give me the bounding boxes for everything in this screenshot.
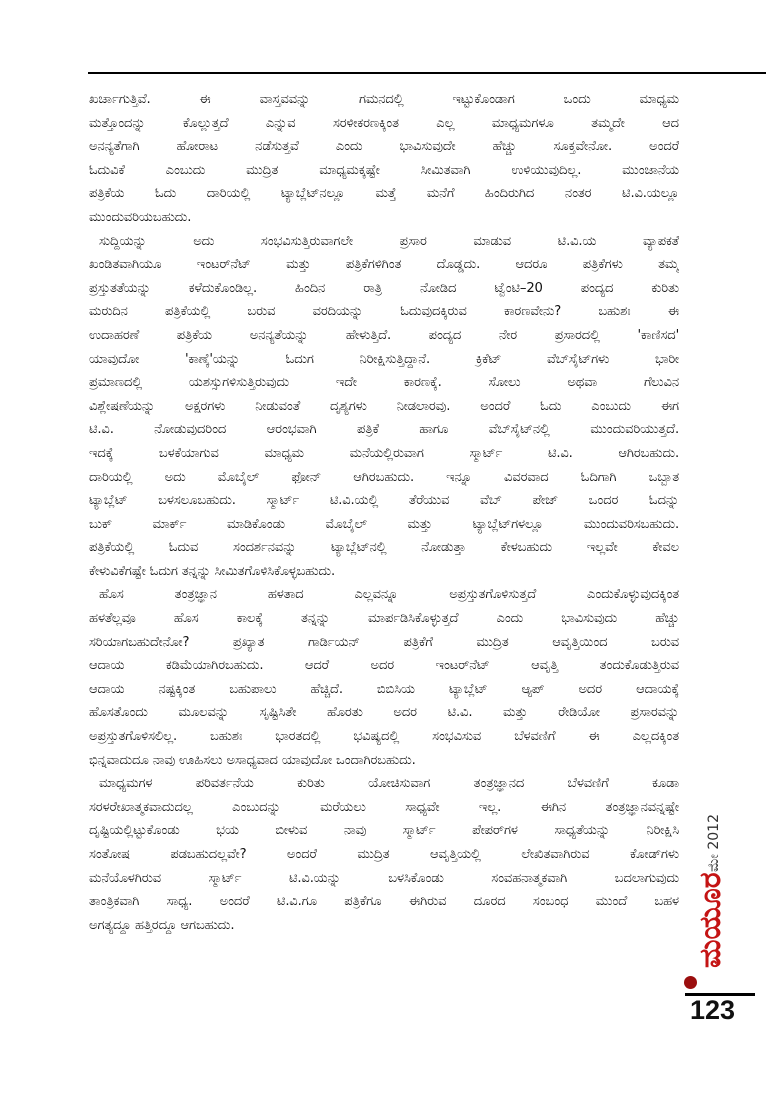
text-line: ಅಪ್ರಸ್ತುತಗೊಳಿಸಲಿಲ್ಲ. ಬಹುಶಃ ಭಾರತದಲ್ಲಿ ಭವಿಷ್ಯದಲ್ಲಿ ಸಂಭವಿಸುವ ಬೆಳವಣಿಗೆ ಈ ಎಲ್ಲದಕ್ಕಿಂತ [89, 729, 679, 745]
text-line: ಮಾಧ್ಯಮಗಳ ಪರಿವರ್ತನೆಯ ಕುರಿತು ಯೋಚಿಸುವಾಗ ತಂತ್ರಜ್ಞಾನದ ಬೆಳವಣಿಗೆ ಕೂಡಾ [99, 776, 679, 792]
paragraph [89, 583, 679, 772]
article-body [89, 88, 679, 937]
text-line: ಮನೆಯೊಳಗಿರುವ ಸ್ಮಾರ್ಟ್ ಟಿ.ವಿ.ಯನ್ನು ಬಳಸಿಕೊಂಡು ಸಂವಹನಾತ್ಮಕವಾಗಿ ಬದಲಾಗುವುದು [89, 870, 679, 886]
text-line: ಸರಿಯಾಗಬಹುದೇನೋ? ಪ್ರಖ್ಯಾತ ಗಾರ್ಡಿಯನ್ ಪತ್ರಿಕೆಗೆ ಮುದ್ರಿತ ಆವೃತ್ತಿಯಿಂದ ಬರುವ [89, 634, 679, 650]
text-line: ಖಂಡಿತವಾಗಿಯೂ ಇಂಟರ್‌ನೆಟ್ ಮತ್ತು ಪತ್ರಿಕೆಗಳಿಗಿಂತ ದೊಡ್ಡದು. ಆದರೂ ಪತ್ರಿಕೆಗಳು ತಮ್ಮ [89, 257, 679, 273]
text-line: ಯಾವುದೋ 'ಕಾಣ್ಕೆ'ಯನ್ನು ಓದುಗ ನಿರೀಕ್ಷಿಸುತ್ತಿದ್ದಾನೆ. ಕ್ರಿಕೆಟ್ ವೆಬ್‌ಸೈಟ್‌ಗಳು ಭಾರೀ [89, 351, 679, 367]
text-line: ಪ್ರಸ್ತುತತೆಯನ್ನು ಕಳೆದುಕೊಂಡಿಲ್ಲ. ಹಿಂದಿನ ರಾತ್ರಿ ನೋಡಿದ ಟ್ವೆಂಟಿ–20 ಪಂದ್ಯದ ಕುರಿತು [89, 280, 679, 296]
paragraph [89, 772, 679, 937]
text-line: ಹಳತೆಲ್ಲವೂ ಹೊಸ ಕಾಲಕ್ಕೆ ತನ್ನನ್ನು ಮಾರ್ಪಡಿಸಿಕೊಳ್ಳುತ್ತದೆ ಎಂದು ಭಾವಿಸುವುದು ಹೆಚ್ಚು [89, 611, 679, 627]
text-line: ವಿಶ್ಲೇಷಣೆಯನ್ನು ಅಕ್ಷರಗಳು ನೀಡುವಂತೆ ದೃಶ್ಯಗಳು ನೀಡಲಾರವು. ಅಂದರೆ ಓದು ಎಂಬುದು ಈಗ [89, 398, 679, 414]
text-line: ಬುಕ್ ಮಾರ್ಕ್ ಮಾಡಿಕೊಂಡು ಮೊಬೈಲ್ ಮತ್ತು ಟ್ಯಾಬ್ಲೆಟ್‌ಗಳಲ್ಲೂ ಮುಂದುವರಿಸಬಹುದು. [89, 516, 679, 532]
text-line: ಮರುದಿನ ಪತ್ರಿಕೆಯಲ್ಲಿ ಬರುವ ವರದಿಯನ್ನು ಓದುವುದಕ್ಕಿರುವ ಕಾರಣವೇನು? ಬಹುಶಃ ಈ [89, 304, 679, 320]
paragraph [89, 230, 679, 584]
decorative-red-dot [684, 976, 697, 989]
magazine-masthead [690, 810, 730, 970]
text-line: ಆದಾಯ ಕಡಿಮೆಯಾಗಿರಬಹುದು. ಆದರೆ ಅದರ ಇಂಟರ್‌ನೆಟ್ ಆವೃತ್ತಿ ತಂದುಕೊಡುತ್ತಿರುವ [89, 658, 679, 674]
text-line: ಟ್ಯಾಬ್ಲೆಟ್ ಬಳಸಲೂಬಹುದು. ಸ್ಮಾರ್ಟ್ ಟಿ.ವಿ.ಯಲ್ಲಿ ತೆರೆಯುವ ವೆಬ್ ಪೇಜ್ ಒಂದರ ಓದನ್ನು [89, 493, 679, 509]
text-line: ಕೇಳುವಿಕೆಗಷ್ಟೇ ಓದುಗ ತನ್ನನ್ನು ಸೀಮಿತಗೊಳಿಸಿಕೊಳ್ಳಬಹುದು. [89, 563, 335, 579]
text-line: ಮತ್ತೊಂದನ್ನು ಕೊಲ್ಲುತ್ತದೆ ಎನ್ನುವ ಸರಳೀಕರಣಕ್ಕಿಂತ ಎಲ್ಲ ಮಾಧ್ಯಮಗಳೂ ತಮ್ಮದೇ ಆದ [89, 115, 679, 131]
text-line: ಆದಾಯ ನಷ್ಟಕ್ಕಿಂತ ಬಹುಪಾಲು ಹೆಚ್ಚಿದೆ. ಬಿಬಿಸಿಯ ಟ್ಯಾಬ್ಲೆಟ್ ಆ್ಯಪ್ ಅದರ ಆದಾಯಕ್ಕೆ [89, 681, 679, 697]
text-line: ಅಗತ್ಯದ್ದೂ ಹತ್ತಿರದ್ದೂ ಆಗಬಹುದು. [89, 917, 235, 933]
text-line: ದಾರಿಯಲ್ಲಿ ಅದು ಮೊಬೈಲ್ ಫೋನ್ ಆಗಿರಬಹುದು. ಇನ್ನೂ ವಿವರವಾದ ಓದಿಗಾಗಿ ಒಬ್ಬಾತ [89, 469, 679, 485]
text-line: ಸುದ್ದಿಯನ್ನು ಅದು ಸಂಭವಿಸುತ್ತಿರುವಾಗಲೇ ಪ್ರಸಾರ ಮಾಡುವ ಟಿ.ವಿ.ಯ ವ್ಯಾಪಕತೆ [99, 233, 679, 249]
text-line: ಪತ್ರಿಕೆಯ ಓದು ದಾರಿಯಲ್ಲಿ ಟ್ಯಾಬ್ಲೆಟ್‌ನಲ್ಲೂ ಮತ್ತೆ ಮನೆಗೆ ಹಿಂದಿರುಗಿದ ನಂತರ ಟಿ.ವಿ.ಯಲ್ಲೂ [89, 186, 679, 202]
text-line: ಸಂತೋಷ ಪಡಬಹುದಲ್ಲವೇ? ಅಂದರೆ ಮುದ್ರಿತ ಆವೃತ್ತಿಯಲ್ಲಿ ಲೇಖಿತವಾಗಿರುವ ಕೋಡ್‌ಗಳು [89, 847, 679, 862]
text-line: ಇದಕ್ಕೆ ಬಳಕೆಯಾಗುವ ಮಾಧ್ಯಮ ಮನೆಯಲ್ಲಿರುವಾಗ ಸ್ಮಾರ್ಟ್ ಟಿ.ವಿ. ಆಗಿರಬಹುದು. [89, 445, 679, 461]
text-line: ಟಿ.ವಿ. ನೋಡುವುದರಿಂದ ಆರಂಭವಾಗಿ ಪತ್ರಿಕೆ ಹಾಗೂ ವೆಬ್‌ಸೈಟ್‌ನಲ್ಲಿ ಮುಂದುವರಿಯುತ್ತದೆ. [89, 422, 679, 438]
text-line: ಹೊಸ ತಂತ್ರಜ್ಞಾನ ಹಳತಾದ ಎಲ್ಲವನ್ನೂ ಅಪ್ರಸ್ತುತಗೊಳಿಸುತ್ತದೆ ಎಂದುಕೊಳ್ಳುವುದಕ್ಕಿಂತ [99, 587, 679, 603]
text-line: ಅನನ್ಯತೆಗಾಗಿ ಹೋರಾಟ ನಡೆಸುತ್ತವೆ ಎಂದು ಭಾವಿಸುವುದೇ ಹೆಚ್ಚು ಸೂಕ್ತವೇನೋ. ಅಂದರೆ [89, 139, 679, 155]
magazine-name: ಮಯೂರ [693, 872, 728, 968]
text-line: ಓದುವಿಕೆ ಎಂಬುದು ಮುದ್ರಿತ ಮಾಧ್ಯಮಕ್ಕಷ್ಟೇ ಸೀಮಿತವಾಗಿ ಉಳಿಯುವುದಿಲ್ಲ. ಮುಂಜಾನೆಯ [89, 162, 679, 178]
masthead-svg [690, 810, 730, 970]
text-line: ಸರಳರೇಖಾತ್ಮಕವಾದುದಲ್ಲ ಎಂಬುದನ್ನು ಮರೆಯಲು ಸಾಧ್ಯವೇ ಇಲ್ಲ. ಈಗಿನ ತಂತ್ರಜ್ಞಾನವನ್ನಷ್ಟೇ [89, 799, 679, 815]
paragraph [89, 88, 679, 230]
text-line: ಪತ್ರಿಕೆಯಲ್ಲಿ ಓದುವ ಸಂದರ್ಶನವನ್ನು ಟ್ಯಾಬ್ಲೆಟ್‌ನಲ್ಲಿ ನೋಡುತ್ತಾ ಕೇಳಬಹುದು ಇಲ್ಲವೇ ಕೇವಲ [89, 540, 679, 556]
page-number: 123 [690, 995, 736, 1025]
top-rule [88, 72, 766, 74]
text-line: ದೃಷ್ಟಿಯಲ್ಲಿಟ್ಟುಕೊಂಡು ಭಯ ಬೀಳುವ ನಾವು ಸ್ಮಾರ್ಟ್ ಪೇಪರ್‌ಗಳ ಸಾಧ್ಯತೆಯನ್ನು ನಿರೀಕ್ಷಿಸಿ [89, 823, 679, 839]
issue-date: ಮೇ 2012 [706, 814, 722, 872]
text-line: ಉದಾಹರಣೆ ಪತ್ರಿಕೆಯ ಅನನ್ಯತೆಯನ್ನು ಹೇಳುತ್ತಿದೆ. ಪಂದ್ಯದ ನೇರ ಪ್ರಸಾರದಲ್ಲಿ 'ಕಾಣಿಸದ' [89, 327, 679, 343]
text-line: ಮುಂದುವರಿಯಬಹುದು. [89, 209, 192, 225]
text-line: ಭಿನ್ನವಾದುದೂ ನಾವು ಊಹಿಸಲು ಅಸಾಧ್ಯವಾದ ಯಾವುದೋ ಒಂದಾಗಿರಬಹುದು. [89, 752, 416, 768]
text-line: ಖರ್ಚಾಗುತ್ತಿವೆ. ಈ ವಾಸ್ತವವನ್ನು ಗಮನದಲ್ಲಿ ಇಟ್ಟುಕೊಂಡಾಗ ಒಂದು ಮಾಧ್ಯಮ [89, 92, 679, 107]
text-line: ತಾಂತ್ರಿಕವಾಗಿ ಸಾಧ್ಯ. ಅಂದರೆ ಟಿ.ವಿ.ಗೂ ಪತ್ರಿಕೆಗೂ ಈಗಿರುವ ದೂರದ ಸಂಬಂಧ ಮುಂದೆ ಬಹಳ [89, 894, 679, 910]
text-line: ಪ್ರಮಾಣದಲ್ಲಿ ಯಶಸ್ಸುಗಳಿಸುತ್ತಿರುವುದು ಇದೇ ಕಾರಣಕ್ಕೆ. ಸೋಲು ಅಥವಾ ಗೆಲುವಿನ [89, 375, 679, 391]
text-line: ಹೊಸತೊಂದು ಮೂಲವನ್ನು ಸೃಷ್ಟಿಸಿತೇ ಹೊರತು ಅದರ ಟಿ.ವಿ. ಮತ್ತು ರೇಡಿಯೋ ಪ್ರಸಾರವನ್ನು [89, 705, 679, 721]
